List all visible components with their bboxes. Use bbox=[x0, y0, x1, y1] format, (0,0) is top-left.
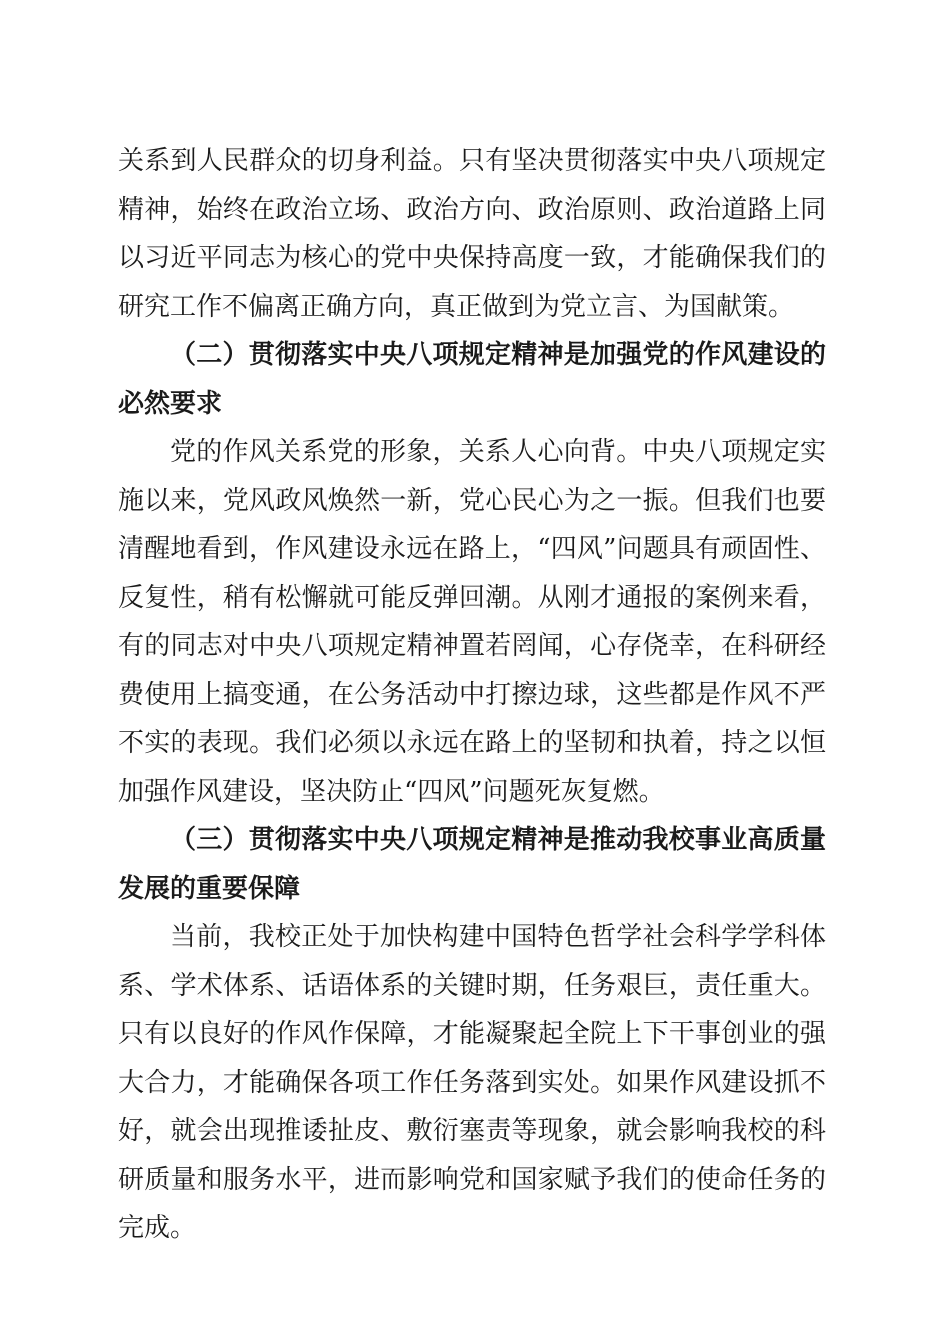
text-line: 清醒地看到，作风建设永远在路上，“四风”问题具有顽固性、 bbox=[118, 534, 826, 564]
text-line: 党的作风关系党的形象，关系人心向背。中央八项规定实 bbox=[170, 437, 826, 467]
body-paragraph bbox=[118, 428, 826, 816]
body-paragraph bbox=[118, 137, 826, 331]
text-line: 完成。 bbox=[118, 1213, 197, 1243]
text-line: 好，就会出现推诿扯皮、敷衍塞责等现象，就会影响我校的科 bbox=[118, 1116, 826, 1146]
text-line: 反复性，稍有松懈就可能反弹回潮。从刚才通报的案例来看， bbox=[118, 582, 826, 613]
text-line: 研质量和服务水平，进而影响党和国家赋予我们的使命任务的 bbox=[118, 1164, 826, 1195]
heading-line: （二）贯彻落实中央八项规定精神是加强党的作风建设的 bbox=[170, 340, 826, 370]
text-line: 费使用上搞变通，在公务活动中打擦边球，这些都是作风不严 bbox=[118, 679, 826, 710]
text-line: 以习近平同志为核心的党中央保持高度一致，才能确保我们的 bbox=[118, 243, 826, 273]
text-line: 有的同志对中央八项规定精神置若罔闻，心存侥幸，在科研经 bbox=[118, 631, 826, 661]
text-line: 只有以良好的作风作保障，才能凝聚起全院上下干事创业的强 bbox=[118, 1019, 826, 1049]
text-line: 大合力，才能确保各项工作任务落到实处。如果作风建设抓不 bbox=[118, 1067, 826, 1098]
text-line: 关系到人民群众的切身利益。只有坚决贯彻落实中央八项规定 bbox=[118, 146, 826, 176]
heading-line: 发展的重要保障 bbox=[118, 873, 301, 904]
text-line: 精神，始终在政治立场、政治方向、政治原则、政治道路上同 bbox=[118, 194, 826, 225]
text-line: 施以来，党风政风焕然一新，党心民心为之一振。但我们也要 bbox=[118, 485, 826, 516]
text-line: 当前，我校正处于加快构建中国特色哲学社会科学学科体 bbox=[170, 922, 826, 952]
body-paragraph bbox=[118, 913, 826, 1253]
text-line: 加强作风建设，坚决防止“四风”问题死灰复燃。 bbox=[118, 776, 665, 807]
text-line: 不实的表现。我们必须以永远在路上的坚韧和执着，持之以恒 bbox=[118, 728, 826, 758]
section-heading bbox=[118, 816, 826, 913]
document-page bbox=[118, 137, 826, 1253]
section-heading bbox=[118, 331, 826, 428]
heading-line: （三）贯彻落实中央八项规定精神是推动我校事业高质量 bbox=[170, 825, 826, 855]
heading-line: 必然要求 bbox=[118, 388, 223, 419]
text-line: 系、学术体系、话语体系的关键时期，任务艰巨，责任重大。 bbox=[118, 970, 826, 1001]
text-line: 研究工作不偏离正确方向，真正做到为党立言、为国献策。 bbox=[118, 291, 795, 322]
